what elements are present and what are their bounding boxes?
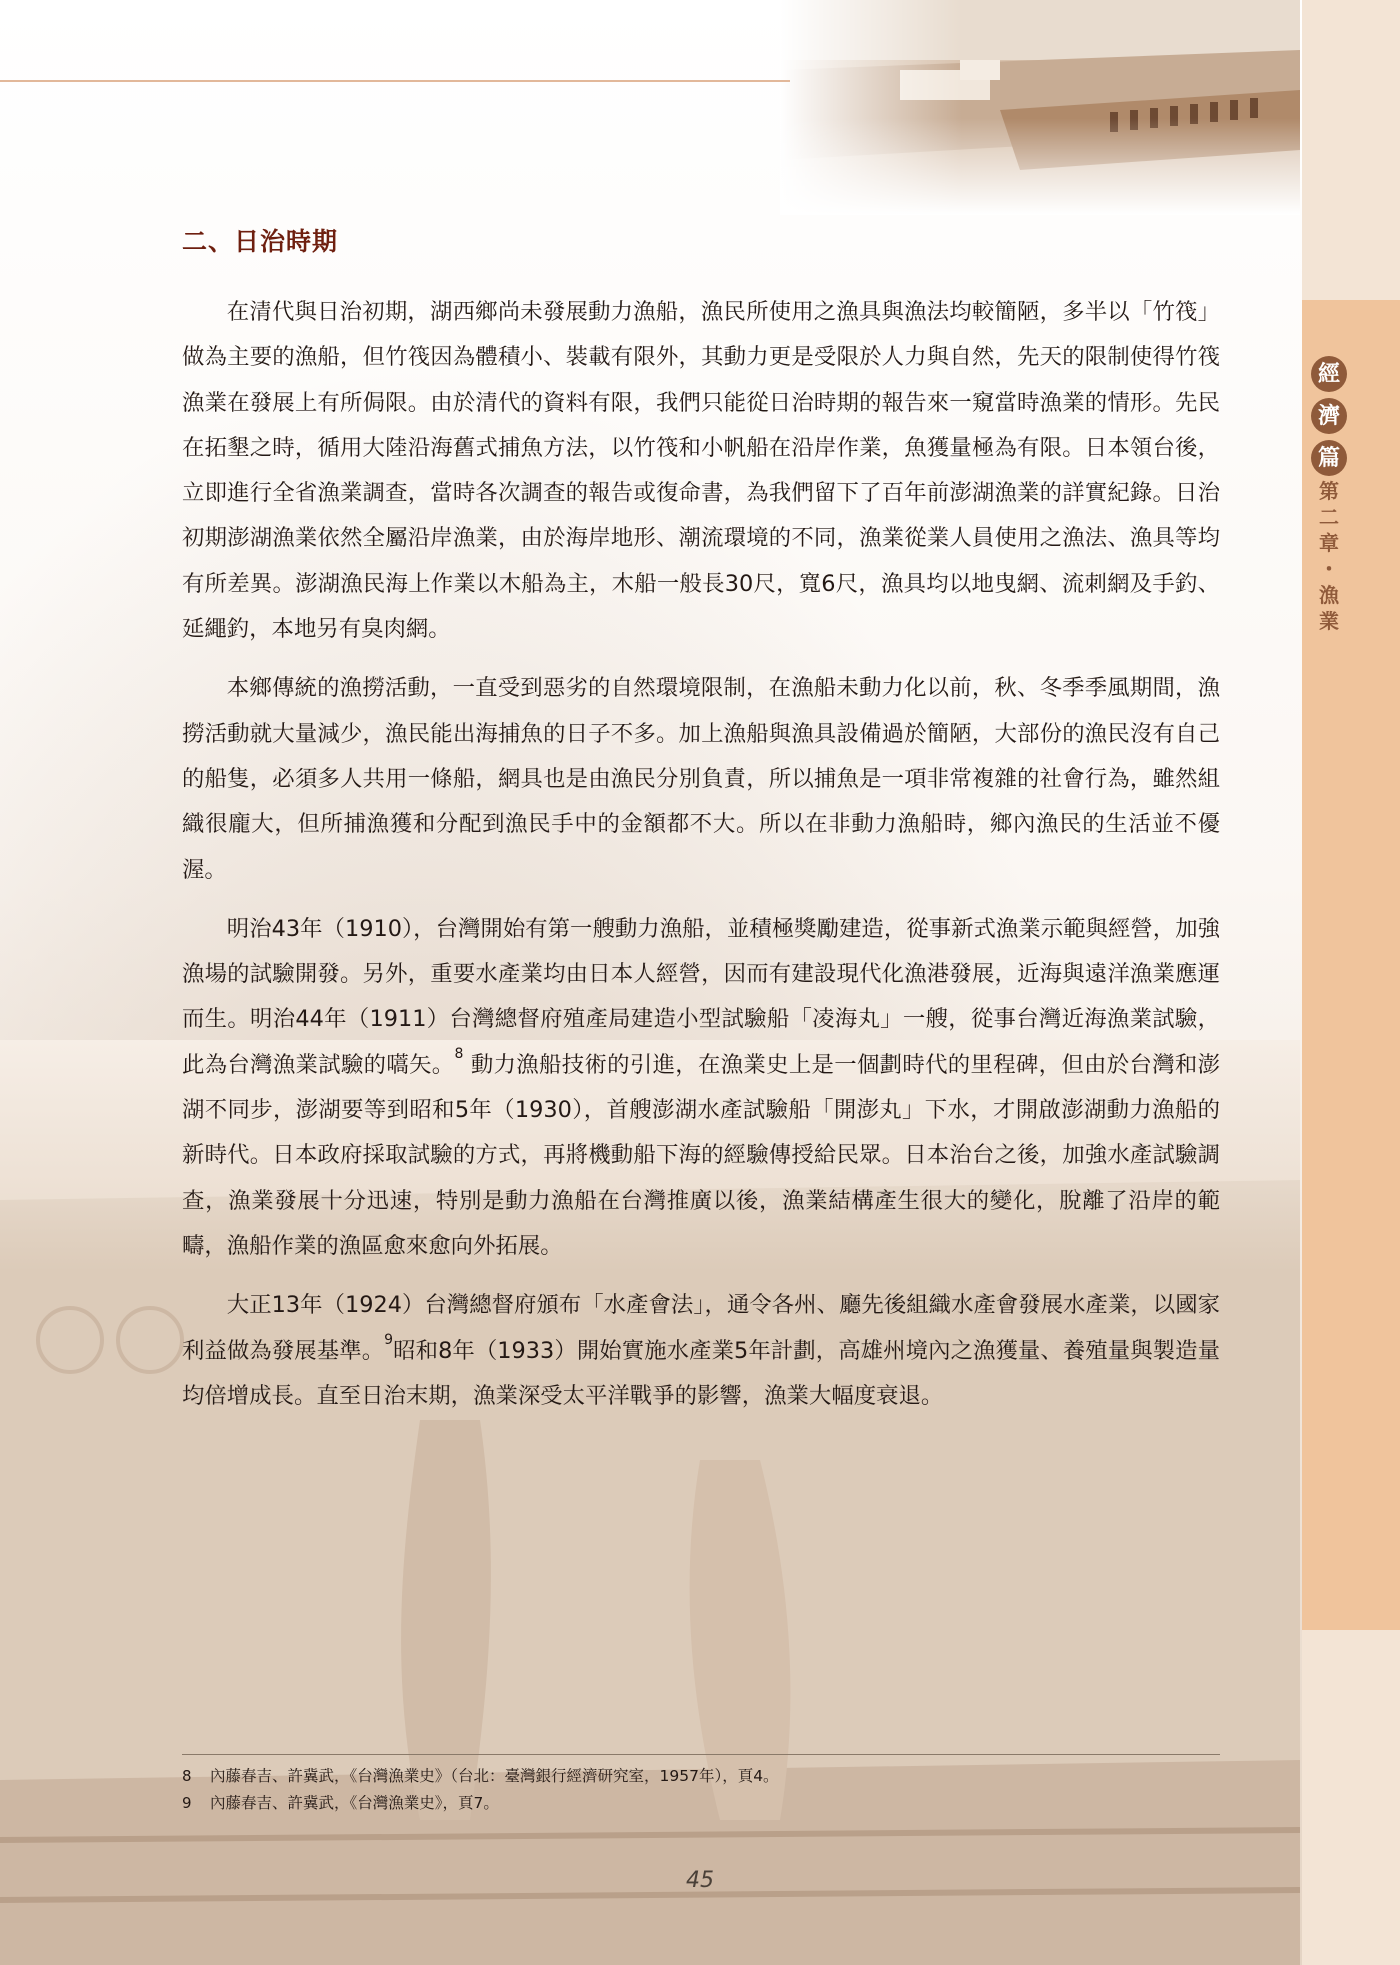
paragraph-4-text-b: 昭和8年（1933）開始實施水產業5年計劃，高雄州境內之漁獲量、養殖量與製造量均倍增成長。直至日治末期，漁業深受太平洋戰爭的影響，漁業大幅度衰退。 <box>182 1337 1220 1409</box>
header-rule <box>0 80 790 82</box>
paragraph-4 <box>182 1283 1220 1419</box>
section-title: 二、日治時期 <box>182 227 339 256</box>
footnote-rule <box>182 1754 1220 1755</box>
footnote-number: 9 <box>182 1794 192 1812</box>
chapter-label-char: 漁 <box>1319 583 1339 607</box>
chapter-label-char: 章 <box>1319 531 1339 555</box>
chapter-label-char: ・ <box>1319 557 1339 581</box>
footnote-text: 內藤春吉、許冀武，《台灣漁業史》（台北：臺灣銀行經濟研究室，1957年），頁4。 <box>210 1767 779 1785</box>
footnote-number: 8 <box>182 1767 192 1785</box>
body-text <box>182 290 1220 1433</box>
page-number: 45 <box>686 1868 714 1893</box>
side-tab-char-2: 濟 <box>1311 398 1347 434</box>
side-tab-char-3: 篇 <box>1311 440 1347 476</box>
footnote-ref-9[interactable]: 9 <box>384 1331 394 1348</box>
footnotes <box>182 1763 1222 1817</box>
chapter-label-char: 業 <box>1319 609 1339 633</box>
header-photo <box>780 0 1300 215</box>
paragraph-3-text-b: 動力漁船技術的引進，在漁業史上是一個劃時代的里程碑，但由於台灣和澎湖不同步，澎湖要等到昭和5年（1930），首艘澎湖水產試驗船「開澎丸」下水，才開啟澎湖動力漁船的新時代。日本政府採取試驗的方式，再將機動船下海的經驗傳授給民眾。日本治台之後，加強水產試驗調查，漁業發展十分迅速，特別是動力漁船在台灣推廣以後，漁業結構產生很大的變化，脫離了沿岸的範疇，漁船作業的漁區愈來愈向外拓展。 <box>182 1051 1221 1259</box>
paragraph-2: 本鄉傳統的漁撈活動，一直受到惡劣的自然環境限制，在漁船未動力化以前，秋、冬季季風期間，漁撈活動就大量減少，漁民能出海捕魚的日子不多。加上漁船與漁具設備過於簡陋，大部份的漁民沒有自己的船隻，必須多人共用一條船，網具也是由漁民分別負責，所以捕魚是一項非常複雜的社會行為，雖然組織很龐大，但所捕漁獲和分配到漁民手中的金額都不大。所以在非動力漁船時，鄉內漁民的生活並不優渥。 <box>182 675 1220 883</box>
chapter-label <box>1314 478 1344 634</box>
chapter-label-char: 第 <box>1319 479 1339 503</box>
paragraph-3 <box>182 907 1220 1269</box>
side-tab-char-1: 經 <box>1311 356 1347 392</box>
paragraph-3-text-a: 明治43年（1910），台灣開始有第一艘動力漁船，並積極獎勵建造，從事新式漁業示範與經營，加強漁場的試驗開發。另外，重要水產業均由日本人經營，因而有建設現代化漁港發展，近海與遠洋漁業應運而生。明治44年（1911）台灣總督府殖產局建造小型試驗船「凌海丸」一艘，從事台灣近海漁業試驗，此為台灣漁業試驗的嚆矢。 <box>182 915 1220 1078</box>
paragraph-4-text-a: 大正13年（1924）台灣總督府頒布「水產會法」，通令各州、廳先後組織水產會發展水產業，以國家利益做為發展基準。 <box>182 1292 1220 1364</box>
footnote-text: 內藤春吉、許冀武，《台灣漁業史》，頁7。 <box>210 1794 499 1812</box>
footnote-9 <box>182 1790 1222 1817</box>
paragraph-1: 在清代與日治初期，湖西鄉尚未發展動力漁船，漁民所使用之漁具與漁法均較簡陋，多半以「竹筏」做為主要的漁船，但竹筏因為體積小、裝載有限外，其動力更是受限於人力與自然，先天的限制使得竹筏漁業在發展上有所侷限。由於清代的資料有限，我們只能從日治時期的報告來一窺當時漁業的情形。先民在拓墾之時，循用大陸沿海舊式捕魚方法，以竹筏和小帆船在沿岸作業，魚獲量極為有限。日本領台後，立即進行全省漁業調查，當時各次調查的報告或復命書，為我們留下了百年前澎湖漁業的詳實紀錄。日治初期澎湖漁業依然全屬沿岸漁業，由於海岸地形、潮流環境的不同，漁業從業人員使用之漁法、漁具等均有所差異。澎湖漁民海上作業以木船為主，木船一般長30尺，寬6尺，漁具均以地曳網、流刺網及手釣、延繩釣，本地另有臭肉網。 <box>182 299 1220 643</box>
footnote-ref-8[interactable]: 8 <box>454 1045 464 1062</box>
footnote-8 <box>182 1763 1222 1790</box>
chapter-label-char: 二 <box>1319 505 1339 529</box>
